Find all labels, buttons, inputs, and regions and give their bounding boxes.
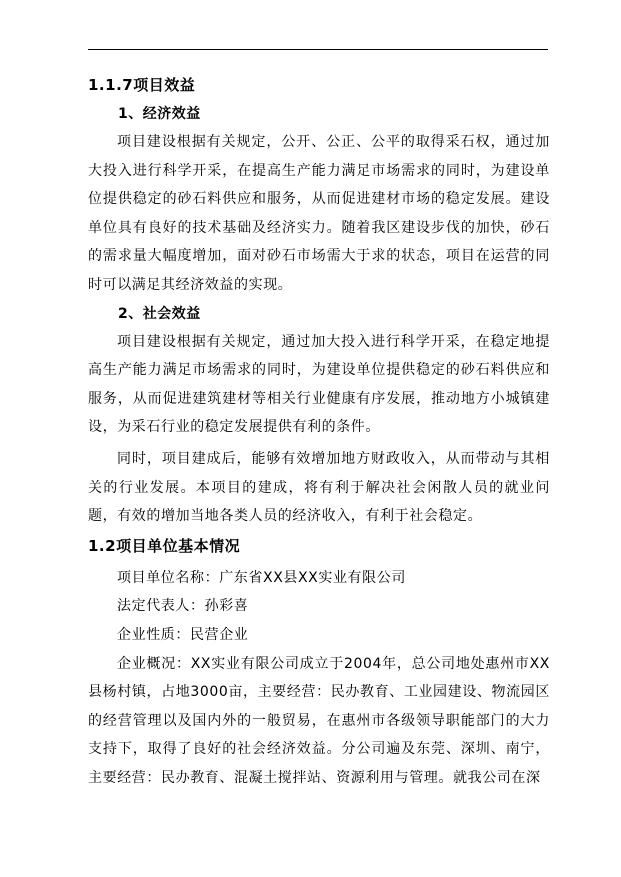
header-rule (88, 49, 548, 50)
section-title-unit-info: 1.2项目单位基本情况 (88, 536, 241, 555)
paragraph-social-benefits-2: 同时，项目建成后，能够有效增加地方财政收入，从而带动与其相关的行业发展。本项目的建成，将有利于解决社会闲散人员的就业问题，有效的增加当地各类人员的经济收入，有利于社会稳定。 (88, 450, 550, 525)
subsection-title-social-benefits: 2、社会效益 (118, 305, 201, 322)
paragraph-enterprise-overview: 企业概况：XX实业有限公司成立于2004年，总公司地处惠州市XX县杨村镇，占地3000亩，主要经营：民办教育、工业园建设、物流园区的经营管理以及国内外的一般贸易，在惠州市各级领导职能部门的大力支持下，取得了良好的社会经济效益。分公司遍及东莞、深圳、南宁，主要经营：民办教育、混凝土搅拌站、资源利用与管理。就我公司在深 (88, 655, 550, 786)
paragraph-economic-benefits: 项目建设根据有关规定，公开、公正、公平的取得采石权，通过加大投入进行科学开采，在提高生产能力满足市场需求的同时，为建设单位提供稳定的砂石料供应和服务，从而促进建材市场的稳定发展。建设单位具有良好的技术基础及经济实力。随着我区建设步伐的加快，砂石的需求量大幅度增加，面对砂石市场需大于求的状态，项目在运营的同时可以满足其经济效益的实现。 (88, 134, 550, 293)
subsection-title-economic-benefits: 1、经济效益 (118, 106, 201, 122)
field-unit-name: 项目单位名称：广东省XX县XX实业有限公司 (117, 569, 406, 586)
paragraph-social-benefits-1: 项目建设根据有关规定，通过加大投入进行科学开采，在稳定地提高生产能力满足市场需求的同时，为建设单位提供稳定的砂石料供应和服务，从而促进建筑建材等相关行业健康有序发展，推动地方小城镇建设，为采石行业的稳定发展提供有利的条件。 (88, 333, 550, 436)
section-title-project-benefits: 1.1.7项目效益 (88, 76, 196, 94)
field-enterprise-nature: 企业性质：民营企业 (117, 626, 249, 643)
document-body (88, 70, 550, 792)
field-legal-representative: 法定代表人：孙彩喜 (117, 598, 249, 615)
